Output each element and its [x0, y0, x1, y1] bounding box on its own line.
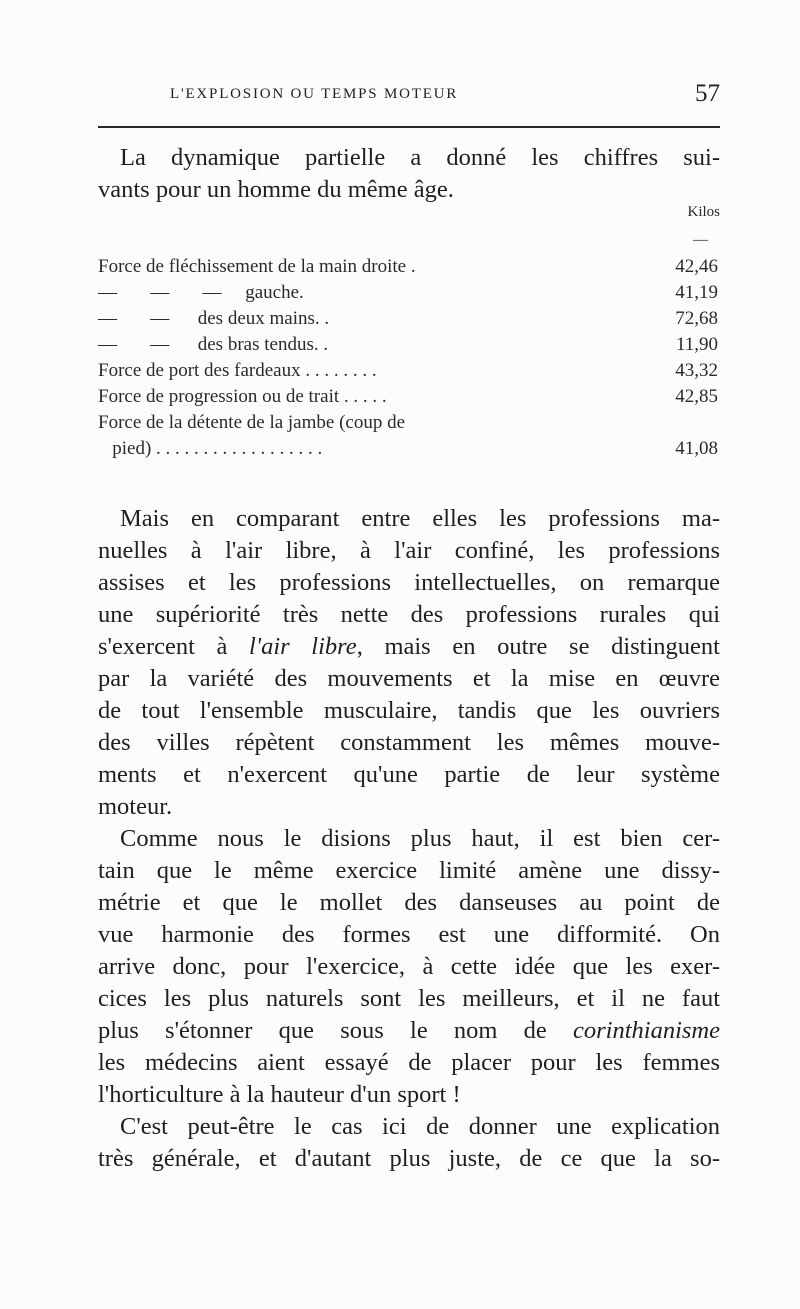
row-value: 42,46 — [675, 256, 718, 277]
text-line: assises et les professions intellectuelles, on remarque — [98, 569, 720, 596]
text-line — [98, 631, 720, 663]
table-row — [98, 256, 720, 282]
paragraph-3 — [98, 1111, 720, 1175]
row-value: 42,85 — [675, 386, 718, 407]
text-line: une supériorité très nette des professions rurales qui — [98, 601, 720, 628]
row-value: 11,90 — [675, 334, 718, 355]
table-row — [98, 282, 720, 308]
intro-paragraph — [98, 142, 720, 206]
text-run: , mais en outre se distinguent — [356, 633, 720, 660]
text-line: vants pour un homme du même âge. — [98, 176, 454, 203]
text-line: C'est peut-être le cas ici de donner une explication — [120, 1113, 720, 1140]
running-title: L'EXPLOSION OU TEMPS MOTEUR — [170, 86, 459, 102]
text-line: les médecins aient essayé de placer pour les femmes — [98, 1049, 720, 1076]
table-row — [98, 360, 720, 386]
text-line: cices les plus naturels sont les meilleurs, et il ne faut — [98, 985, 720, 1012]
row-value: 41,19 — [675, 282, 718, 303]
text-line: nuelles à l'air libre, à l'air confiné, les professions — [98, 537, 720, 564]
header-rule — [98, 126, 720, 128]
text-line — [98, 1015, 720, 1047]
paragraph-1 — [98, 503, 720, 823]
text-line: de tout l'ensemble musculaire, tandis que les ouvriers — [98, 697, 720, 724]
text-run: s'exercent à — [98, 633, 250, 660]
unit-dash: — — [693, 232, 708, 248]
table-row — [98, 438, 720, 464]
text-line: par la variété des mouvements et la mise en œuvre — [98, 665, 720, 692]
text-line: La dynamique partielle a donné les chiffres sui- — [120, 144, 720, 171]
row-label: — — des deux mains. . — [98, 308, 330, 329]
text-line: Comme nous le disions plus haut, il est bien cer- — [120, 825, 720, 852]
text-line: arrive donc, pour l'exercice, à cette idée que les exer- — [98, 953, 720, 980]
table-row — [98, 334, 720, 360]
row-value: 41,08 — [675, 438, 718, 459]
text-run: plus s'étonner que sous le nom de — [98, 1017, 573, 1044]
text-line: tain que le même exercice limité amène une dissy- — [98, 857, 720, 884]
row-label: — — des bras tendus. . — [98, 334, 329, 355]
row-value: 43,32 — [675, 360, 718, 381]
text-line: très générale, et d'autant plus juste, de ce que la so- — [98, 1145, 720, 1172]
text-line: ments et n'exercent qu'une partie de leur système — [98, 761, 720, 788]
row-label: — — — gauche. — [98, 282, 304, 303]
row-label: pied) . . . . . . . . . . . . . . . . . . — [98, 438, 323, 459]
table-row — [98, 308, 720, 334]
emphasis: corinthianisme — [573, 1017, 720, 1044]
table-row — [98, 412, 720, 438]
table-row — [98, 386, 720, 412]
text-line: vue harmonie des formes est une difformité. On — [98, 921, 720, 948]
text-line: Mais en comparant entre elles les professions ma- — [120, 505, 720, 532]
text-line: moteur. — [98, 793, 173, 820]
paragraph-2 — [98, 823, 720, 1111]
text-line: métrie et que le mollet des danseuses au point de — [98, 889, 720, 916]
page-header — [98, 80, 720, 116]
row-value: 72,68 — [675, 308, 718, 329]
text-line: des villes répètent constamment les mêmes mouve- — [98, 729, 720, 756]
row-label: Force de la détente de la jambe (coup de — [98, 412, 406, 433]
row-label: Force de progression ou de trait . . . . . — [98, 386, 387, 407]
row-label: Force de fléchissement de la main droite . — [98, 256, 416, 277]
page-number: 57 — [695, 80, 720, 107]
emphasis: l'air libre — [249, 633, 357, 660]
row-label: Force de port des fardeaux . . . . . . . . — [98, 360, 377, 381]
text-line: l'horticulture à la hauteur d'un sport ! — [98, 1081, 461, 1108]
unit-header: Kilos — [687, 204, 720, 220]
